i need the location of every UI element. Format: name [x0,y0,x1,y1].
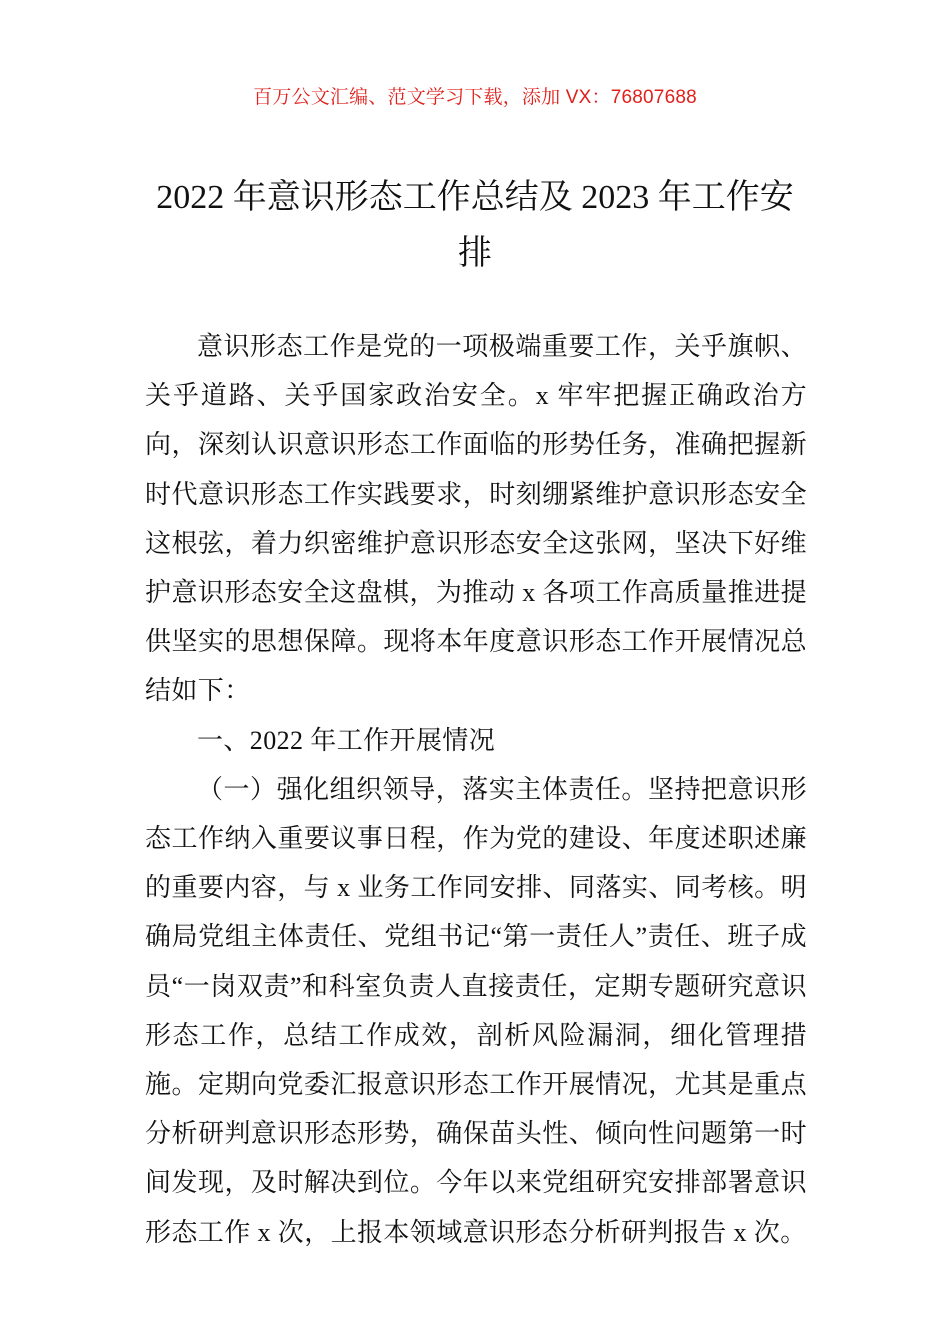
intro-paragraph: 意识形态工作是党的一项极端重要工作，关乎旗帜、关乎道路、关乎国家政治安全。x 牢牢把握正确政治方向，深刻认识意识形态工作面临的形势任务，准确把握新时代意识形态工作实践要求，时刻绷紧维护意识形态安全这根弦，着力织密维护意识形态安全这张网，坚决下好维护意识形态安全这盘棋，为推动 x 各项工作高质量推进提供坚实的思想保障。现将本年度意识形态工作开展情况总结如下： [145,332,807,706]
subsection-paragraph: （一）强化组织领导，落实主体责任。坚持把意识形态工作纳入重要议事日程，作为党的建设、年度述职述廉的重要内容，与 x 业务工作同安排、同落实、同考核。明确局党组主体责任、党组书记“第一责任人”责任、班子成员“一岗双责”和科室负责人直接责任，定期专题研究意识形态工作，总结工作成效，剖析风险漏洞，细化管理措施。定期向党委汇报意识形态工作开展情况，尤其是重点分析研判意识形态形势，确保苗头性、倾向性问题第一时间发现，及时解决到位。今年以来党组研究安排部署意识形态工作 x 次，上报本领域意识形态分析研判报告 x 次。 [145,774,807,1247]
section-heading: 一、2022 年工作开展情况 [197,725,496,755]
document-body [145,322,807,1257]
document-title: 2022 年意识形态工作总结及 2023 年工作安排 [156,179,794,272]
watermark-banner: 百万公文汇编、范文学习下载，添加 VX：76807688 [253,87,697,108]
